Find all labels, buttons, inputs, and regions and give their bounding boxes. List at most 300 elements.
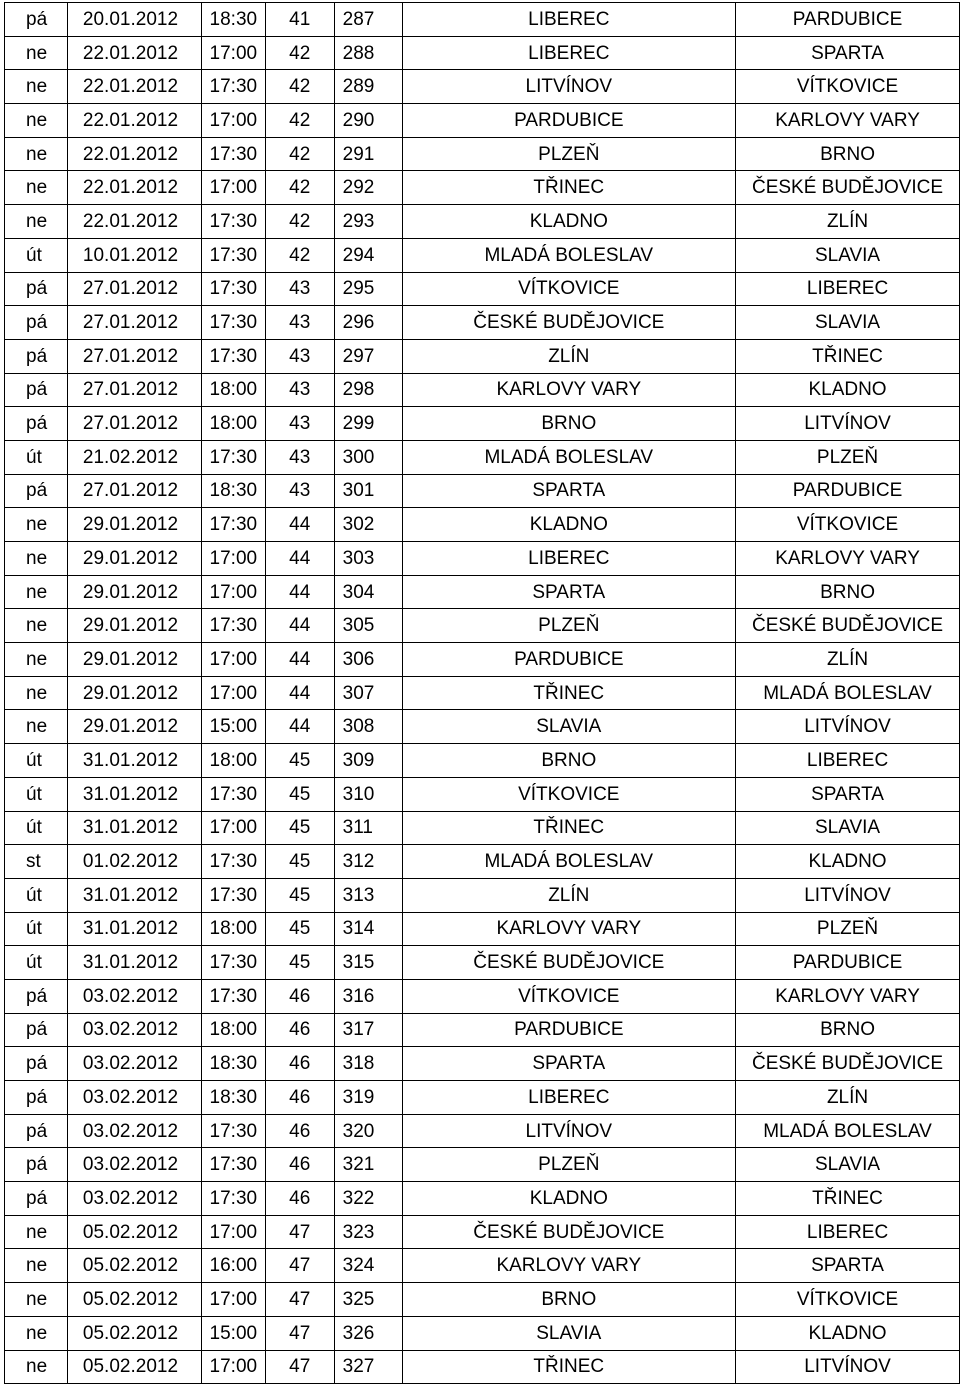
away-team-cell: BRNO [736,575,960,609]
date-cell: 22.01.2012 [67,205,201,239]
table-row [5,811,960,845]
home-team-cell: MLADÁ BOLESLAV [402,845,736,879]
away-team-cell: ČESKÉ BUDĚJOVICE [736,1047,960,1081]
away-team-cell: LITVÍNOV [736,878,960,912]
home-team-cell: KLADNO [402,1182,736,1216]
time-cell: 17:00 [201,36,265,70]
date-cell: 21.02.2012 [67,440,201,474]
away-team-cell: VÍTKOVICE [736,508,960,542]
time-cell: 18:00 [201,407,265,441]
away-team-cell: KARLOVY VARY [736,542,960,576]
date-cell: 27.01.2012 [67,272,201,306]
day-cell: ne [5,70,68,104]
away-team-cell: LIBEREC [736,272,960,306]
match-number-cell: 291 [334,137,402,171]
away-team-cell: KARLOVY VARY [736,979,960,1013]
table-row [5,205,960,239]
match-number-cell: 314 [334,912,402,946]
round-cell: 47 [265,1249,334,1283]
time-cell: 18:30 [201,1081,265,1115]
time-cell: 17:00 [201,1283,265,1317]
round-cell: 43 [265,407,334,441]
day-cell: út [5,946,68,980]
home-team-cell: VÍTKOVICE [402,777,736,811]
time-cell: 17:30 [201,440,265,474]
table-row [5,946,960,980]
day-cell: út [5,440,68,474]
match-number-cell: 316 [334,979,402,1013]
away-team-cell: SPARTA [736,777,960,811]
time-cell: 17:00 [201,1350,265,1384]
round-cell: 45 [265,845,334,879]
away-team-cell: PARDUBICE [736,946,960,980]
match-number-cell: 326 [334,1316,402,1350]
match-number-cell: 319 [334,1081,402,1115]
time-cell: 17:00 [201,1215,265,1249]
home-team-cell: BRNO [402,1283,736,1317]
table-row [5,339,960,373]
home-team-cell: PARDUBICE [402,104,736,138]
round-cell: 43 [265,474,334,508]
home-team-cell: SLAVIA [402,1316,736,1350]
table-row [5,643,960,677]
date-cell: 03.02.2012 [67,1114,201,1148]
time-cell: 17:30 [201,609,265,643]
round-cell: 46 [265,1081,334,1115]
round-cell: 43 [265,272,334,306]
day-cell: út [5,238,68,272]
day-cell: ne [5,104,68,138]
date-cell: 05.02.2012 [67,1249,201,1283]
schedule-body [5,3,960,1384]
match-number-cell: 325 [334,1283,402,1317]
away-team-cell: PARDUBICE [736,474,960,508]
home-team-cell: ZLÍN [402,878,736,912]
time-cell: 17:30 [201,979,265,1013]
date-cell: 03.02.2012 [67,1081,201,1115]
table-row [5,609,960,643]
away-team-cell: SLAVIA [736,1148,960,1182]
away-team-cell: ZLÍN [736,205,960,239]
table-row [5,1182,960,1216]
round-cell: 42 [265,137,334,171]
round-cell: 47 [265,1283,334,1317]
date-cell: 31.01.2012 [67,744,201,778]
date-cell: 05.02.2012 [67,1215,201,1249]
date-cell: 27.01.2012 [67,407,201,441]
table-row [5,272,960,306]
date-cell: 29.01.2012 [67,609,201,643]
day-cell: ne [5,1316,68,1350]
match-number-cell: 306 [334,643,402,677]
round-cell: 45 [265,811,334,845]
match-schedule-table [4,2,960,1384]
match-number-cell: 294 [334,238,402,272]
home-team-cell: SLAVIA [402,710,736,744]
home-team-cell: LIBEREC [402,3,736,37]
away-team-cell: KLADNO [736,845,960,879]
time-cell: 17:00 [201,643,265,677]
date-cell: 03.02.2012 [67,979,201,1013]
table-row [5,70,960,104]
home-team-cell: ČESKÉ BUDĚJOVICE [402,306,736,340]
round-cell: 42 [265,104,334,138]
table-row [5,238,960,272]
table-row [5,508,960,542]
time-cell: 17:00 [201,542,265,576]
time-cell: 17:30 [201,272,265,306]
match-number-cell: 311 [334,811,402,845]
date-cell: 22.01.2012 [67,137,201,171]
match-number-cell: 310 [334,777,402,811]
home-team-cell: PARDUBICE [402,643,736,677]
day-cell: pá [5,407,68,441]
time-cell: 17:00 [201,575,265,609]
away-team-cell: SPARTA [736,1249,960,1283]
match-number-cell: 322 [334,1182,402,1216]
table-row [5,912,960,946]
day-cell: út [5,878,68,912]
date-cell: 31.01.2012 [67,946,201,980]
day-cell: pá [5,1148,68,1182]
date-cell: 29.01.2012 [67,508,201,542]
match-number-cell: 324 [334,1249,402,1283]
day-cell: pá [5,1081,68,1115]
home-team-cell: ZLÍN [402,339,736,373]
round-cell: 45 [265,777,334,811]
table-row [5,36,960,70]
home-team-cell: KARLOVY VARY [402,373,736,407]
round-cell: 44 [265,643,334,677]
time-cell: 18:00 [201,912,265,946]
day-cell: ne [5,643,68,677]
day-cell: ne [5,1249,68,1283]
table-row [5,1013,960,1047]
away-team-cell: ČESKÉ BUDĚJOVICE [736,609,960,643]
match-number-cell: 300 [334,440,402,474]
table-row [5,1114,960,1148]
table-row [5,676,960,710]
round-cell: 46 [265,979,334,1013]
away-team-cell: MLADÁ BOLESLAV [736,676,960,710]
match-number-cell: 317 [334,1013,402,1047]
date-cell: 03.02.2012 [67,1182,201,1216]
time-cell: 17:00 [201,171,265,205]
day-cell: ne [5,676,68,710]
table-row [5,575,960,609]
away-team-cell: KARLOVY VARY [736,104,960,138]
date-cell: 29.01.2012 [67,575,201,609]
date-cell: 29.01.2012 [67,542,201,576]
day-cell: ne [5,205,68,239]
away-team-cell: SLAVIA [736,811,960,845]
match-number-cell: 321 [334,1148,402,1182]
away-team-cell: PARDUBICE [736,3,960,37]
round-cell: 45 [265,912,334,946]
home-team-cell: LIBEREC [402,542,736,576]
away-team-cell: ČESKÉ BUDĚJOVICE [736,171,960,205]
match-number-cell: 287 [334,3,402,37]
round-cell: 42 [265,171,334,205]
day-cell: pá [5,373,68,407]
date-cell: 31.01.2012 [67,912,201,946]
time-cell: 17:30 [201,508,265,542]
day-cell: ne [5,710,68,744]
table-row [5,440,960,474]
round-cell: 45 [265,744,334,778]
away-team-cell: BRNO [736,137,960,171]
date-cell: 22.01.2012 [67,171,201,205]
date-cell: 29.01.2012 [67,676,201,710]
away-team-cell: SPARTA [736,36,960,70]
time-cell: 16:00 [201,1249,265,1283]
home-team-cell: VÍTKOVICE [402,272,736,306]
time-cell: 17:30 [201,777,265,811]
match-number-cell: 313 [334,878,402,912]
round-cell: 46 [265,1114,334,1148]
round-cell: 44 [265,710,334,744]
away-team-cell: LITVÍNOV [736,407,960,441]
table-row [5,777,960,811]
table-row [5,878,960,912]
home-team-cell: SPARTA [402,474,736,508]
round-cell: 45 [265,878,334,912]
day-cell: út [5,811,68,845]
home-team-cell: LITVÍNOV [402,1114,736,1148]
date-cell: 10.01.2012 [67,238,201,272]
time-cell: 17:30 [201,1114,265,1148]
round-cell: 46 [265,1182,334,1216]
round-cell: 43 [265,339,334,373]
round-cell: 44 [265,508,334,542]
away-team-cell: PLZEŇ [736,440,960,474]
match-number-cell: 305 [334,609,402,643]
day-cell: pá [5,1182,68,1216]
home-team-cell: PLZEŇ [402,1148,736,1182]
date-cell: 03.02.2012 [67,1013,201,1047]
date-cell: 31.01.2012 [67,811,201,845]
table-row [5,1081,960,1115]
time-cell: 18:30 [201,474,265,508]
time-cell: 18:00 [201,373,265,407]
home-team-cell: VÍTKOVICE [402,979,736,1013]
round-cell: 44 [265,575,334,609]
match-number-cell: 299 [334,407,402,441]
table-row [5,137,960,171]
match-number-cell: 318 [334,1047,402,1081]
day-cell: pá [5,474,68,508]
day-cell: út [5,744,68,778]
away-team-cell: KLADNO [736,373,960,407]
date-cell: 03.02.2012 [67,1148,201,1182]
round-cell: 47 [265,1350,334,1384]
match-number-cell: 293 [334,205,402,239]
match-number-cell: 307 [334,676,402,710]
home-team-cell: MLADÁ BOLESLAV [402,440,736,474]
home-team-cell: MLADÁ BOLESLAV [402,238,736,272]
away-team-cell: ZLÍN [736,643,960,677]
table-row [5,306,960,340]
away-team-cell: LITVÍNOV [736,710,960,744]
match-number-cell: 323 [334,1215,402,1249]
match-number-cell: 297 [334,339,402,373]
table-row [5,744,960,778]
time-cell: 18:30 [201,3,265,37]
match-number-cell: 315 [334,946,402,980]
match-number-cell: 296 [334,306,402,340]
time-cell: 17:30 [201,845,265,879]
date-cell: 22.01.2012 [67,104,201,138]
time-cell: 18:30 [201,1047,265,1081]
time-cell: 17:30 [201,1182,265,1216]
home-team-cell: LIBEREC [402,36,736,70]
away-team-cell: PLZEŇ [736,912,960,946]
date-cell: 22.01.2012 [67,36,201,70]
round-cell: 47 [265,1215,334,1249]
time-cell: 15:00 [201,710,265,744]
round-cell: 46 [265,1013,334,1047]
time-cell: 17:30 [201,70,265,104]
day-cell: ne [5,1283,68,1317]
home-team-cell: ČESKÉ BUDĚJOVICE [402,946,736,980]
home-team-cell: TŘINEC [402,1350,736,1384]
time-cell: 17:00 [201,676,265,710]
home-team-cell: TŘINEC [402,171,736,205]
day-cell: ne [5,508,68,542]
round-cell: 46 [265,1047,334,1081]
date-cell: 29.01.2012 [67,710,201,744]
match-number-cell: 301 [334,474,402,508]
home-team-cell: KLADNO [402,508,736,542]
time-cell: 17:30 [201,137,265,171]
table-row [5,710,960,744]
away-team-cell: ZLÍN [736,1081,960,1115]
day-cell: pá [5,272,68,306]
day-cell: ne [5,36,68,70]
round-cell: 44 [265,609,334,643]
home-team-cell: BRNO [402,407,736,441]
match-number-cell: 295 [334,272,402,306]
home-team-cell: TŘINEC [402,676,736,710]
date-cell: 31.01.2012 [67,878,201,912]
away-team-cell: LIBEREC [736,744,960,778]
match-number-cell: 327 [334,1350,402,1384]
home-team-cell: LIBEREC [402,1081,736,1115]
match-number-cell: 288 [334,36,402,70]
match-number-cell: 309 [334,744,402,778]
day-cell: pá [5,1013,68,1047]
away-team-cell: LITVÍNOV [736,1350,960,1384]
time-cell: 17:30 [201,878,265,912]
away-team-cell: SLAVIA [736,306,960,340]
table-row [5,1283,960,1317]
match-number-cell: 290 [334,104,402,138]
date-cell: 01.02.2012 [67,845,201,879]
home-team-cell: ČESKÉ BUDĚJOVICE [402,1215,736,1249]
table-row [5,171,960,205]
date-cell: 31.01.2012 [67,777,201,811]
round-cell: 42 [265,205,334,239]
match-number-cell: 312 [334,845,402,879]
day-cell: ne [5,609,68,643]
time-cell: 17:00 [201,811,265,845]
home-team-cell: KLADNO [402,205,736,239]
day-cell: ne [5,542,68,576]
round-cell: 45 [265,946,334,980]
day-cell: st [5,845,68,879]
round-cell: 43 [265,440,334,474]
day-cell: pá [5,979,68,1013]
day-cell: ne [5,1350,68,1384]
date-cell: 27.01.2012 [67,339,201,373]
home-team-cell: TŘINEC [402,811,736,845]
round-cell: 43 [265,306,334,340]
table-row [5,407,960,441]
table-row [5,474,960,508]
match-number-cell: 298 [334,373,402,407]
day-cell: ne [5,171,68,205]
day-cell: ne [5,575,68,609]
date-cell: 27.01.2012 [67,474,201,508]
round-cell: 47 [265,1316,334,1350]
round-cell: 42 [265,238,334,272]
date-cell: 20.01.2012 [67,3,201,37]
home-team-cell: SPARTA [402,1047,736,1081]
day-cell: pá [5,3,68,37]
round-cell: 44 [265,542,334,576]
away-team-cell: BRNO [736,1013,960,1047]
day-cell: pá [5,306,68,340]
date-cell: 05.02.2012 [67,1316,201,1350]
day-cell: ne [5,1215,68,1249]
date-cell: 27.01.2012 [67,373,201,407]
day-cell: pá [5,1047,68,1081]
table-row [5,373,960,407]
away-team-cell: TŘINEC [736,1182,960,1216]
time-cell: 15:00 [201,1316,265,1350]
home-team-cell: BRNO [402,744,736,778]
table-row [5,845,960,879]
date-cell: 22.01.2012 [67,70,201,104]
away-team-cell: VÍTKOVICE [736,70,960,104]
time-cell: 18:00 [201,744,265,778]
round-cell: 41 [265,3,334,37]
table-row [5,1350,960,1384]
time-cell: 17:30 [201,306,265,340]
match-number-cell: 304 [334,575,402,609]
table-row [5,3,960,37]
round-cell: 42 [265,36,334,70]
round-cell: 46 [265,1148,334,1182]
time-cell: 17:00 [201,104,265,138]
day-cell: út [5,777,68,811]
match-number-cell: 303 [334,542,402,576]
day-cell: pá [5,1114,68,1148]
date-cell: 05.02.2012 [67,1283,201,1317]
match-number-cell: 308 [334,710,402,744]
match-number-cell: 320 [334,1114,402,1148]
time-cell: 17:30 [201,205,265,239]
time-cell: 17:30 [201,946,265,980]
home-team-cell: PLZEŇ [402,609,736,643]
day-cell: ne [5,137,68,171]
away-team-cell: LIBEREC [736,1215,960,1249]
home-team-cell: SPARTA [402,575,736,609]
date-cell: 29.01.2012 [67,643,201,677]
time-cell: 17:30 [201,1148,265,1182]
match-number-cell: 302 [334,508,402,542]
date-cell: 05.02.2012 [67,1350,201,1384]
